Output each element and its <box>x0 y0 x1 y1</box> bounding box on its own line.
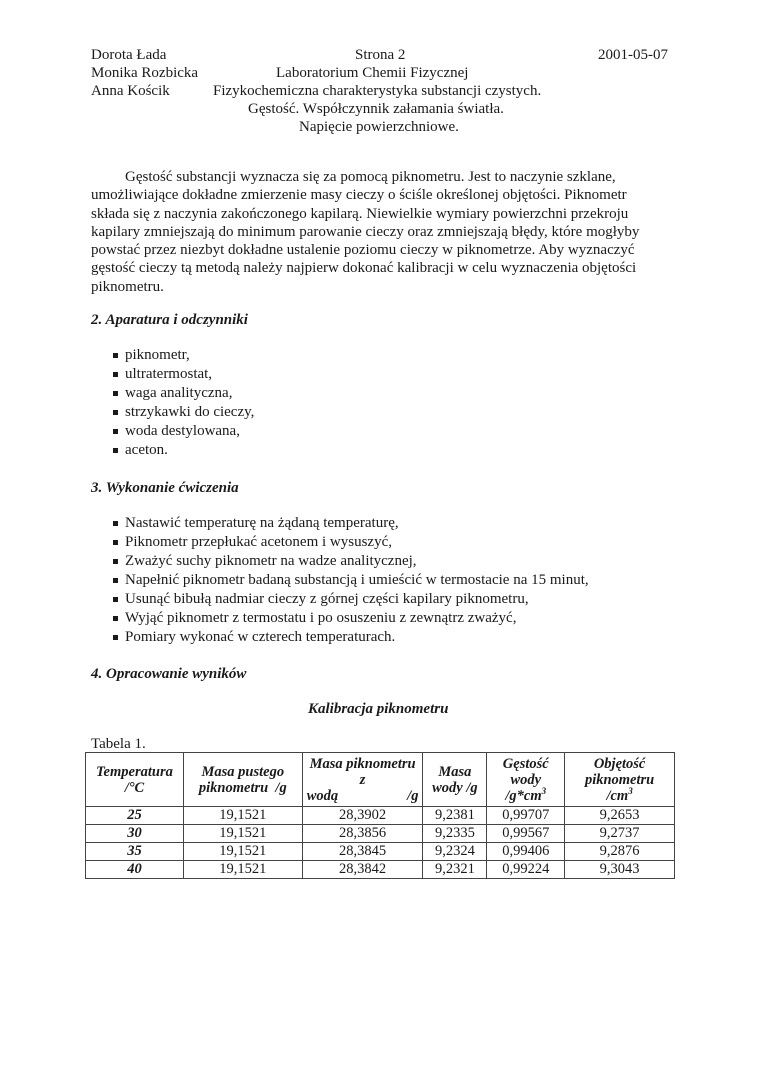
cell-temperature: 25 <box>86 807 184 825</box>
header-full-mass: Masa piknometru z wodą /g <box>302 753 423 807</box>
bullet-icon <box>113 372 118 377</box>
section-heading-results: 4. Opracowanie wyników <box>91 666 247 682</box>
cell-density: 0,99567 <box>487 825 565 843</box>
author-2: Monika Rozbicka <box>91 65 199 81</box>
apparatus-list <box>113 346 254 460</box>
list-item-text: Usunąć bibułą nadmiar cieczy z górnej części kapilary piknometru, <box>125 591 529 607</box>
table-header-row <box>86 753 675 807</box>
header-empty-mass: Masa pustego piknometru /g <box>183 753 302 807</box>
cell-water-mass: 9,2321 <box>423 861 487 879</box>
cell-full-mass: 28,3902 <box>302 807 423 825</box>
procedure-list <box>113 514 589 647</box>
list-item <box>113 346 254 365</box>
list-item-text: Pomiary wykonać w czterech temperaturach. <box>125 629 396 645</box>
cell-empty-mass: 19,1521 <box>183 861 302 879</box>
list-item <box>113 365 254 384</box>
list-item-text: ultratermostat, <box>125 366 213 382</box>
bullet-icon <box>113 616 118 621</box>
cell-empty-mass: 19,1521 <box>183 807 302 825</box>
header-volume: Objętość piknometru $/cm^3$ <box>565 753 675 807</box>
cell-water-mass: 9,2381 <box>423 807 487 825</box>
table-row <box>86 807 675 825</box>
intro-line: piknometru. <box>91 278 164 295</box>
intro-line: Gęstość substancji wyznacza się za pomocą piknometru. Jest to naczynie szklane, <box>125 169 616 185</box>
cell-temperature: 35 <box>86 843 184 861</box>
list-item-text: Zważyć suchy piknometr na wadze analitycznej, <box>125 553 417 569</box>
cell-volume: 9,2737 <box>565 825 675 843</box>
bullet-icon <box>113 559 118 564</box>
list-item <box>113 590 589 609</box>
list-item-text: Wyjąć piknometr z termostatu i po osuszeniu z zewnątrz zważyć, <box>125 610 517 626</box>
bullet-icon <box>113 429 118 434</box>
intro-line: umożliwiające dokładne zmierzenie masy cieczy o ściśle określonej objętości. Piknometr <box>91 187 627 204</box>
cell-water-mass: 9,2324 <box>423 843 487 861</box>
bullet-icon <box>113 635 118 640</box>
calibration-table <box>85 752 675 879</box>
document-title-line-2: Gęstość. Współczynnik załamania światła. <box>248 101 504 117</box>
intro-paragraph <box>91 168 681 296</box>
cell-density: 0,99224 <box>487 861 565 879</box>
cell-volume: 9,3043 <box>565 861 675 879</box>
bullet-icon <box>113 597 118 602</box>
list-item <box>113 384 254 403</box>
list-item <box>113 403 254 422</box>
table-caption: Tabela 1. <box>91 736 146 752</box>
section-heading-procedure: 3. Wykonanie ćwiczenia <box>91 480 239 496</box>
list-item-text: Piknometr przepłukać acetonem i wysuszyć, <box>125 534 392 550</box>
cell-volume: 9,2653 <box>565 807 675 825</box>
cell-water-mass: 9,2335 <box>423 825 487 843</box>
list-item-text: piknometr, <box>125 347 190 363</box>
list-item <box>113 422 254 441</box>
intro-line: gęstość cieczy tą metodą należy najpierw dokonać kalibracji w celu wyznaczenia objętości <box>91 260 637 277</box>
cell-temperature: 30 <box>86 825 184 843</box>
header-temperature: Temperatura /°C <box>86 753 184 807</box>
table-row <box>86 861 675 879</box>
author-3: Anna Kościk <box>91 83 170 99</box>
list-item <box>113 628 589 647</box>
document-title-line-3: Napięcie powierzchniowe. <box>299 119 459 135</box>
list-item <box>113 552 589 571</box>
cell-temperature: 40 <box>86 861 184 879</box>
lab-name: Laboratorium Chemii Fizycznej <box>276 65 469 81</box>
list-item-text: woda destylowana, <box>125 423 240 439</box>
bullet-icon <box>113 578 118 583</box>
bullet-icon <box>113 353 118 358</box>
document-title-line-1: Fizykochemiczna charakterystyka substancji czystych. <box>213 83 542 99</box>
cell-empty-mass: 19,1521 <box>183 843 302 861</box>
list-item-text: aceton. <box>125 442 168 458</box>
list-item-text: strzykawki do cieczy, <box>125 404 255 420</box>
cell-full-mass: 28,3842 <box>302 861 423 879</box>
cell-volume: 9,2876 <box>565 843 675 861</box>
bullet-icon <box>113 521 118 526</box>
list-item <box>113 514 589 533</box>
author-1: Dorota Łada <box>91 47 167 63</box>
cell-empty-mass: 19,1521 <box>183 825 302 843</box>
document-date: 2001-05-07 <box>598 47 668 63</box>
table-row <box>86 843 675 861</box>
intro-line: powstać przez niezbyt dokładne ustalenie poziomu cieczy w piknometrze. Aby wyznaczyć <box>91 242 635 259</box>
list-item-text: Nastawić temperaturę na żądaną temperaturę, <box>125 515 399 531</box>
bullet-icon <box>113 448 118 453</box>
list-item <box>113 533 589 552</box>
bullet-icon <box>113 410 118 415</box>
bullet-icon <box>113 391 118 396</box>
cell-full-mass: 28,3845 <box>302 843 423 861</box>
cell-density: 0,99707 <box>487 807 565 825</box>
intro-line: kapilary zmniejszają do minimum parowanie cieczy oraz zmniejszają błędy, które mogłyby <box>91 223 640 240</box>
header-water-mass: Masa wody /g <box>423 753 487 807</box>
page-number: Strona 2 <box>355 47 406 63</box>
list-item <box>113 441 254 460</box>
cell-full-mass: 28,3856 <box>302 825 423 843</box>
section-heading-apparatus: 2. Aparatura i odczynniki <box>91 312 248 328</box>
list-item-text: waga analityczna, <box>125 385 233 401</box>
intro-line: składa się z naczynia zakończonego kapilarą. Niewielkie wymiary powierzchni przekroju <box>91 205 629 222</box>
header-water-density: Gęstość wody $/g*cm^3$ <box>487 753 565 807</box>
list-item <box>113 571 589 590</box>
bullet-icon <box>113 540 118 545</box>
list-item <box>113 609 589 628</box>
table-title: Kalibracja piknometru <box>308 701 449 717</box>
cell-density: 0,99406 <box>487 843 565 861</box>
table-row <box>86 825 675 843</box>
list-item-text: Napełnić piknometr badaną substancją i umieścić w termostacie na 15 minut, <box>125 572 589 588</box>
